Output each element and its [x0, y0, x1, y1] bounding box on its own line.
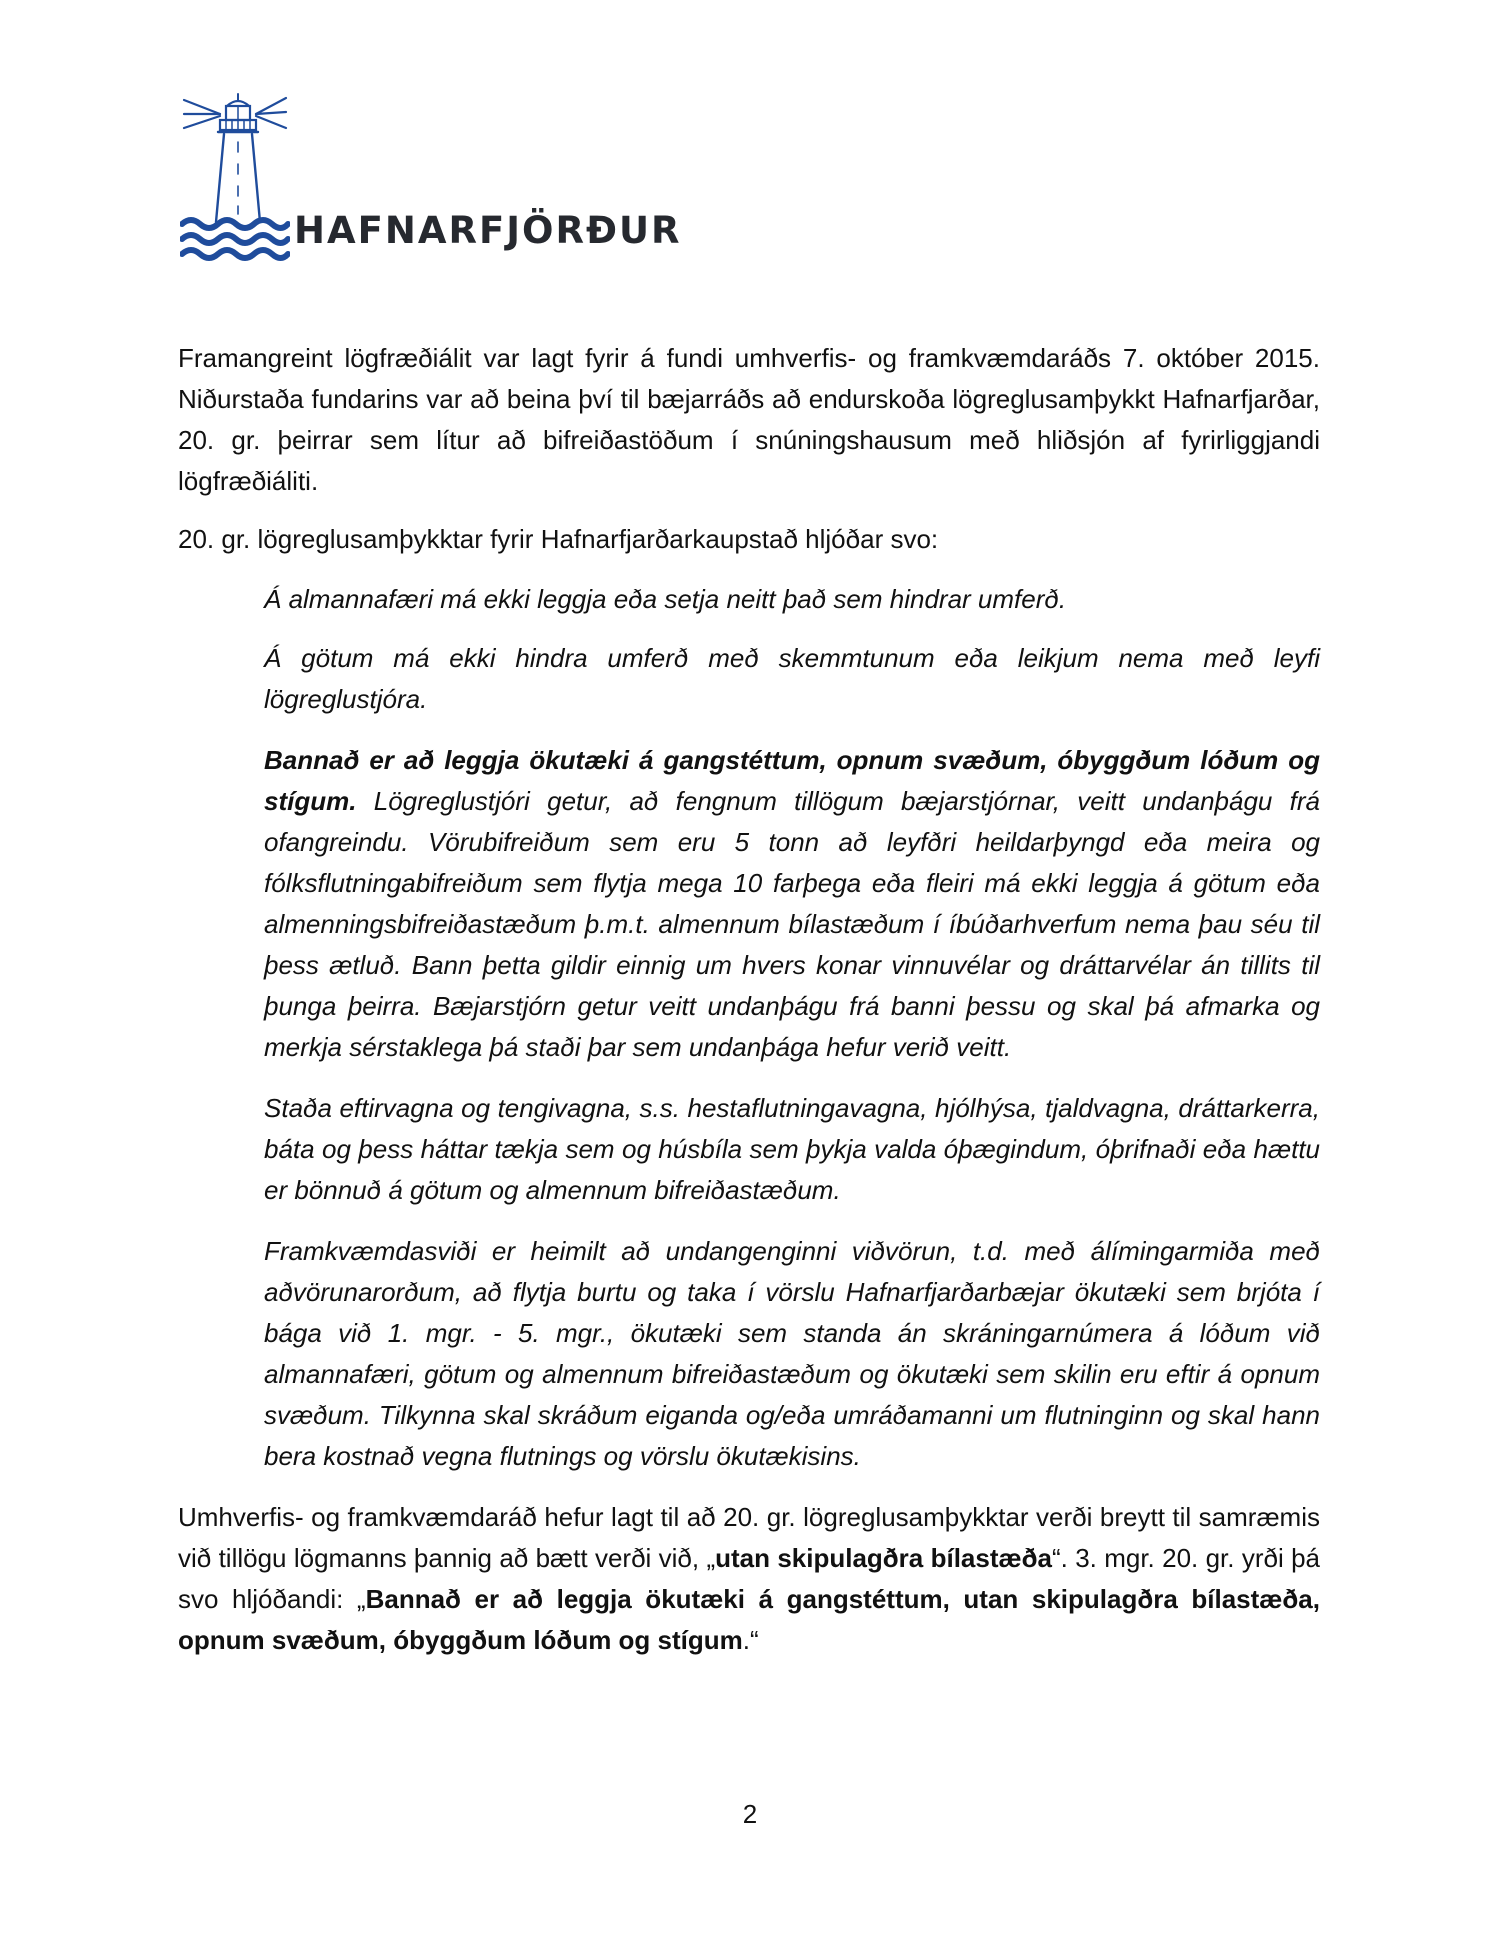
- closing-text-3: .“: [742, 1625, 759, 1655]
- quoted-paragraph-2: Á götum má ekki hindra umferð með skemmtunum eða leikjum nema með leyfi lögreglustjóra.: [264, 643, 1320, 714]
- logo-wordmark: HAFNARFJÖRÐUR: [294, 209, 682, 252]
- lead-paragraph: 20. gr. lögreglusamþykktar fyrir Hafnarfjarðarkaupstað hljóðar svo:: [178, 524, 939, 554]
- closing-paragraph: [178, 1497, 1320, 1661]
- quoted-paragraph-3-bold: Bannað er að leggja ökutæki á gangstéttum, opnum svæðum, óbyggðum lóðum og stígum.: [264, 745, 1320, 816]
- intro-paragraph: Framangreint lögfræðiálit var lagt fyrir á fundi umhverfis- og framkvæmdaráðs 7. október 2015. Niðurstaða fundarins var að beina því til bæjarráðs að endurskoða lögreglusamþykkt Hafnarfjarðar, 20. gr. þeirrar sem lítur að bifreiðastöðum í snúningshausum með hliðsjón af fyrirliggjandi lögfræðiáliti.: [178, 343, 1320, 496]
- page-number: 2: [742, 1799, 758, 1829]
- closing-text-1: Umhverfis- og framkvæmdaráð hefur lagt til að 20. gr. lögreglusamþykktar verði breytt til samræmis við tillögu lögmanns þannig að bætt verði við, „: [178, 1502, 1320, 1573]
- closing-bold-1: utan skipulagðra bílastæða: [715, 1543, 1052, 1573]
- quoted-paragraph-5: Framkvæmdasviði er heimilt að undangenginni viðvörun, t.d. með álímingarmiða með aðvörunarorðum, að flytja burtu og taka í vörslu Hafnarfjarðarbæjar ökutæki sem brjóta í bága við 1. mgr. - 5. mgr., ökutæki sem standa án skráningarnúmera á lóðum við almannafæri, götum og almennum bifreiðastæðum og ökutæki sem skilin eru eftir á opnum svæðum. Tilkynna skal skráðum eiganda og/eða umráðamanni um flutninginn og skal hann bera kostnað vegna flutnings og vörslu ökutækisins.: [264, 1236, 1320, 1471]
- quoted-paragraph-3-rest: Lögreglustjóri getur, að fengnum tillögum bæjarstjórnar, veitt undanþágu frá ofangreindu. Vörubifreiðum sem eru 5 tonn að leyfðri heildarþyngd eða meira og fólksflutningabifreiðum sem flytja mega 10 farþega eða fleiri má ekki leggja á götum eða almenningsbifreiðastæðum þ.m.t. almennum bílastæðum í íbúðarhverfum nema þau séu til þess ætluð. Bann þetta gildir einnig um hvers konar vinnuvélar og dráttarvélar án tillits til þunga þeirra. Bæjarstjórn getur veitt undanþágu frá banni þessu og skal þá afmarka og merkja sérstaklega þá staði þar sem undanþága hefur verið veitt.: [264, 786, 1320, 1062]
- quoted-paragraph-3: [264, 740, 1320, 1068]
- document-body: [178, 338, 1320, 1661]
- quoted-paragraph-4: Staða eftirvagna og tengivagna, s.s. hestaflutningavagna, hjólhýsa, tjaldvagna, dráttarkerra, báta og þess háttar tækja sem og húsbíla sem þykja valda óþægindum, óþrifnaði eða hættu er bönnuð á götum og almennum bifreiðastæðum.: [264, 1093, 1320, 1205]
- closing-bold-2: Bannað er að leggja ökutæki á gangstéttum, utan skipulagðra bílastæða, opnum svæðum, óbyggðum lóðum og stígum: [178, 1584, 1320, 1655]
- quoted-paragraph-1: Á almannafæri má ekki leggja eða setja neitt það sem hindrar umferð.: [264, 584, 1067, 614]
- hafnarfjordur-logo: [180, 92, 682, 272]
- lighthouse-with-waves-icon: [180, 92, 290, 262]
- closing-text-2: “. 3. mgr. 20. gr. yrði þá svo hljóðandi: „: [178, 1543, 1320, 1614]
